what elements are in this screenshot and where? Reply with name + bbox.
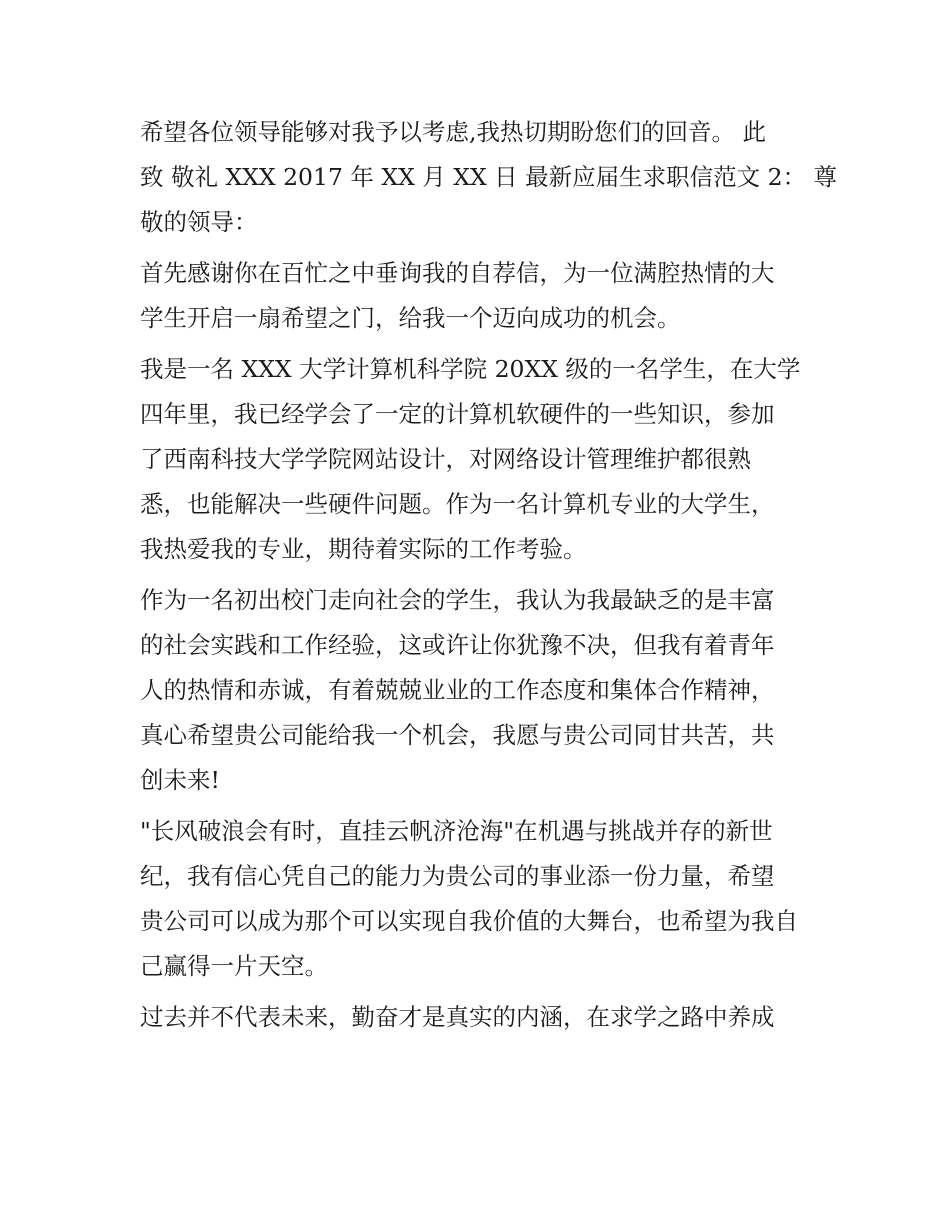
text-line: 纪，我有信心凭自己的能力为贵公司的事业添一份力量，希望 (140, 862, 775, 890)
paragraph-introduction (140, 347, 820, 572)
paragraph-experience (140, 578, 820, 803)
text-line: 作为一名初出校门走向社会的学生，我认为我最缺乏的是丰富 (140, 586, 775, 614)
text-line: 己赢得一片天空。 (140, 952, 328, 980)
paragraph-closing (140, 110, 838, 245)
text-line: 悉，也能解决一些硬件问题。作为一名计算机专业的大学生， (140, 490, 775, 518)
paragraph-future (140, 995, 820, 1040)
text-line: 首先感谢你在百忙之中垂询我的自荐信，为一位满腔热情的大 (140, 259, 775, 287)
text-line: 人的热情和赤诚，有着兢兢业业的工作态度和集体合作精神， (140, 676, 775, 704)
text-line: 贵公司可以成为那个可以实现自我价值的大舞台，也希望为我自 (140, 907, 798, 935)
text-line: 真心希望贵公司能给我一个机会，我愿与贵公司同甘共苦，共 (140, 721, 775, 749)
text-line: 致 敬礼 XXX 2017 年 XX 月 XX 日 最新应届生求职信范文 2： 尊 (140, 163, 838, 191)
text-line: "长风破浪会有时，直挂云帆济沧海"在机遇与挑战并存的新世 (140, 817, 773, 845)
text-line: 了西南科技大学学院网站设计，对网络设计管理维护都很熟 (140, 445, 751, 473)
text-line: 四年里，我已经学会了一定的计算机软硬件的一些知识，参加 (140, 400, 775, 428)
text-line: 我是一名 XXX 大学计算机科学院 20XX 级的一名学生，在大学 (140, 355, 801, 383)
paragraph-aspiration (140, 809, 820, 989)
text-line: 创未来! (140, 766, 220, 794)
paragraph-thanks (140, 251, 820, 341)
text-line: 希望各位领导能够对我予以考虑,我热切期盼您们的回音。 此 (140, 118, 766, 146)
text-line: 敬的领导： (140, 208, 258, 236)
text-line: 过去并不代表未来，勤奋才是真实的内涵，在求学之路中养成 (140, 1003, 775, 1031)
text-line: 的社会实践和工作经验，这或许让你犹豫不决，但我有着青年 (140, 631, 775, 659)
letter-body (140, 110, 838, 1046)
text-line: 我热爱我的专业，期待着实际的工作考验。 (140, 535, 587, 563)
text-line: 学生开启一扇希望之门，给我一个迈向成功的机会。 (140, 304, 681, 332)
